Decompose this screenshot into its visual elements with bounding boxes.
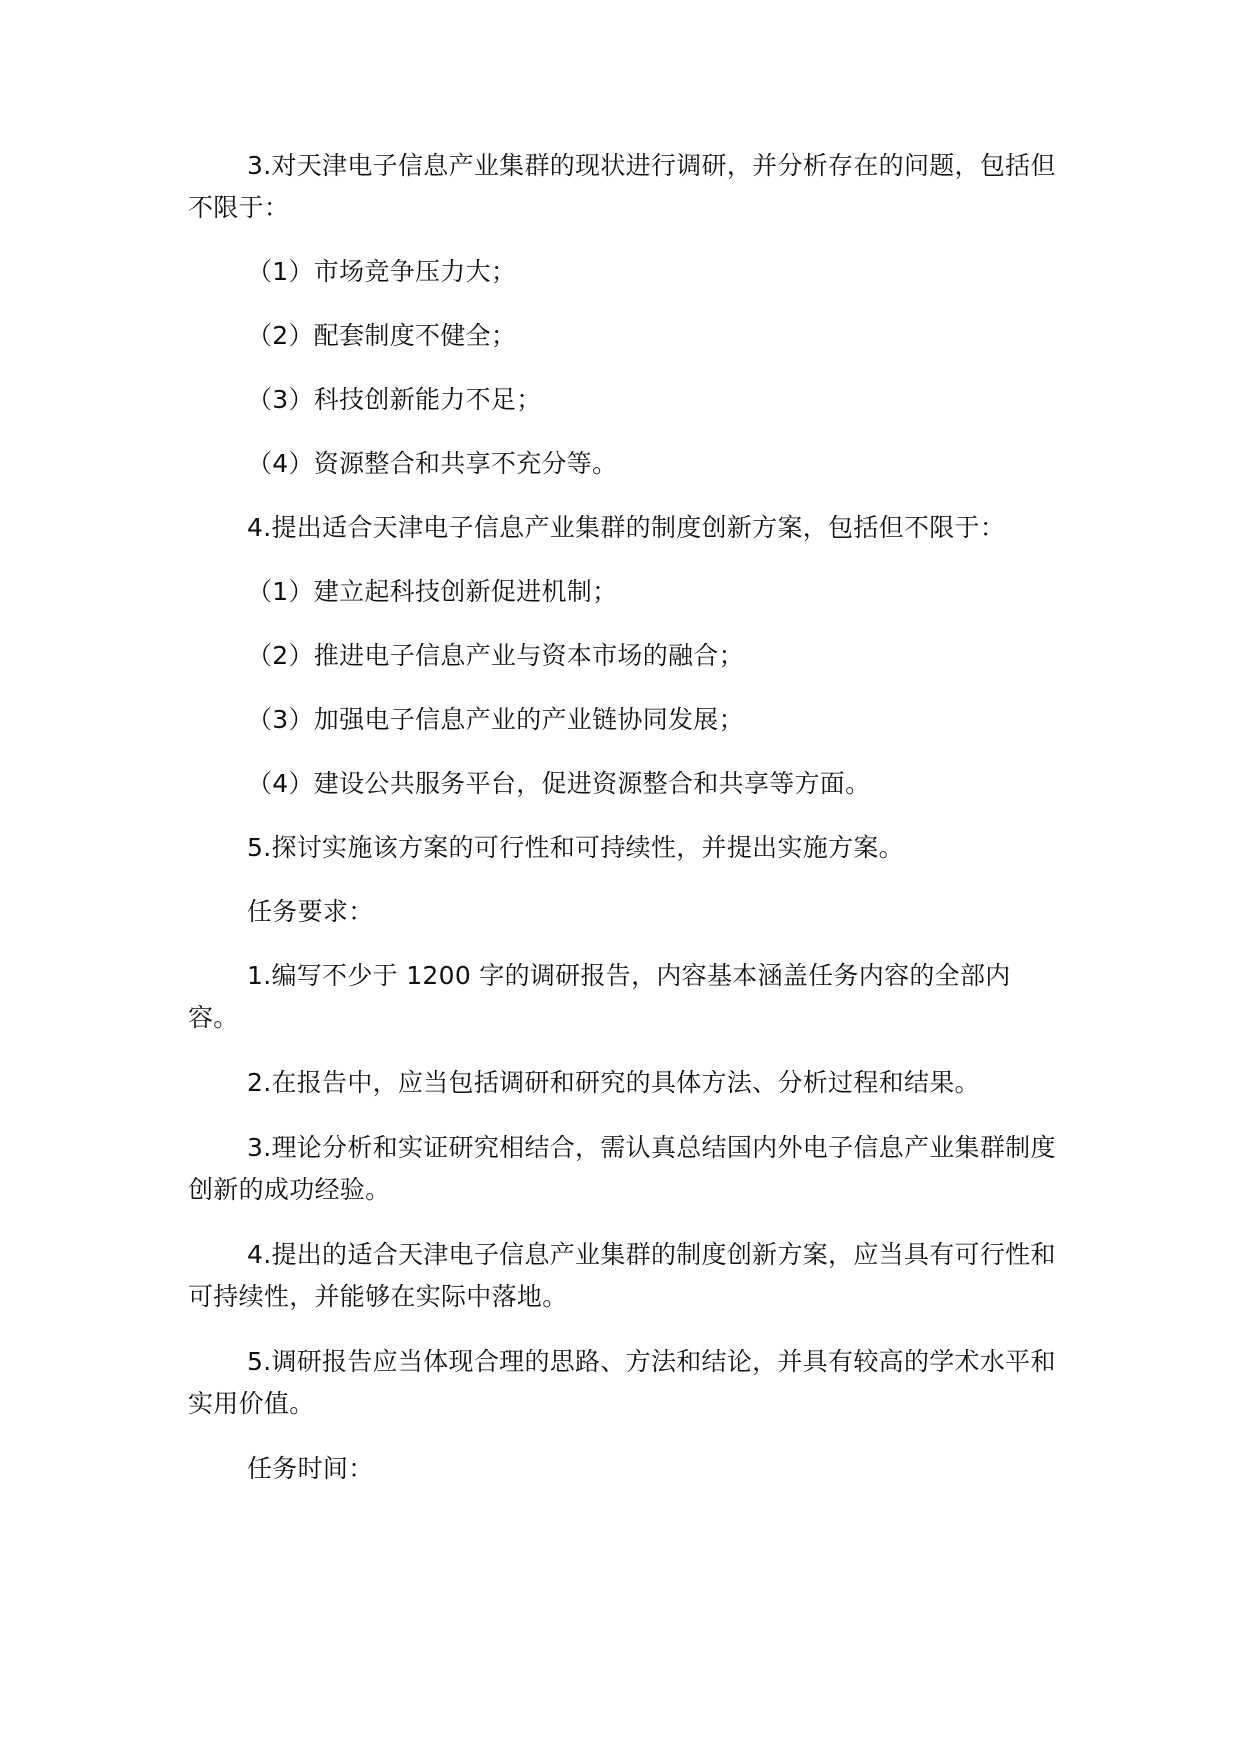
list-item-problem-4: （4）资源整合和共享不充分等。 — [247, 449, 618, 478]
paragraph-item-3: 3.对天津电子信息产业集群的现状进行调研，并分析存在的问题，包括但不限于： — [188, 151, 1056, 222]
section-heading-requirements: 任务要求： — [247, 897, 374, 926]
list-item-problem-2: （2）配套制度不健全； — [247, 321, 517, 350]
list-item-problem-1: （1）市场竞争压力大； — [247, 257, 517, 286]
list-item-solution-2: （2）推进电子信息产业与资本市场的融合； — [247, 641, 744, 670]
section-heading-time: 任务时间： — [247, 1454, 374, 1483]
requirement-item-3: 3.理论分析和实证研究相结合，需认真总结国内外电子信息产业集群制度创新的成功经验。 — [188, 1133, 1056, 1204]
paragraph-item-5: 5.探讨实施该方案的可行性和可持续性，并提出实施方案。 — [247, 833, 904, 862]
requirement-item-4: 4.提出的适合天津电子信息产业集群的制度创新方案，应当具有可行性和可持续性，并能够在实际中落地。 — [188, 1240, 1056, 1311]
requirement-item-1: 1.编写不少于 1200 字的调研报告，内容基本涵盖任务内容的全部内容。 — [188, 961, 1011, 1032]
list-item-problem-3: （3）科技创新能力不足； — [247, 385, 542, 414]
document-body — [188, 145, 1058, 1490]
list-item-solution-3: （3）加强电子信息产业的产业链协同发展； — [247, 705, 744, 734]
requirement-item-5: 5.调研报告应当体现合理的思路、方法和结论，并具有较高的学术水平和实用价值。 — [188, 1347, 1056, 1418]
list-item-solution-4: （4）建设公共服务平台，促进资源整合和共享等方面。 — [247, 769, 871, 798]
paragraph-item-4: 4.提出适合天津电子信息产业集群的制度创新方案，包括但不限于： — [247, 513, 1006, 542]
list-item-solution-1: （1）建立起科技创新促进机制； — [247, 577, 618, 606]
requirement-item-2: 2.在报告中，应当包括调研和研究的具体方法、分析过程和结果。 — [247, 1068, 980, 1097]
